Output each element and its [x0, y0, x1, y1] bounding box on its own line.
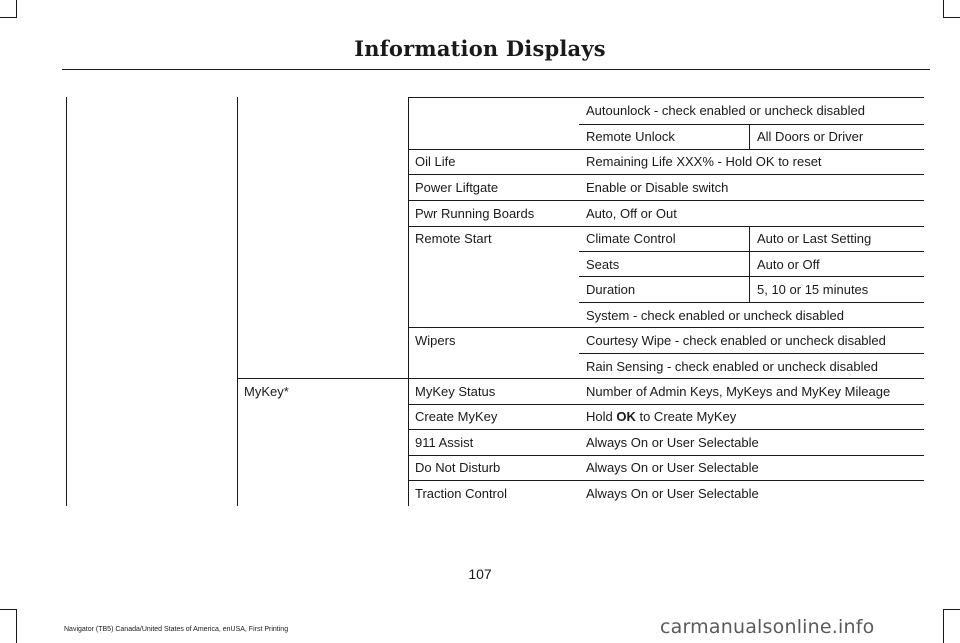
table-cell: Wipers: [415, 333, 456, 348]
table-cell: Auto, Off or Out: [586, 206, 677, 221]
table-cell: 911 Assist: [415, 435, 474, 450]
table-cell: Autounlock - check enabled or uncheck disabled: [586, 103, 865, 118]
row-rule: [579, 276, 924, 277]
table-cell: Duration: [586, 282, 636, 297]
watermark: carmanualsonline.info: [660, 616, 875, 638]
table-cell: Always On or User Selectable: [586, 435, 759, 450]
table-cell: Climate Control: [586, 231, 676, 246]
cell-text: Hold: [586, 409, 617, 424]
table-divider-col3: [408, 97, 409, 506]
table-cell: Create MyKey: [415, 409, 498, 424]
page-title: Information Displays: [354, 36, 606, 61]
table-cell: Seats: [586, 257, 620, 272]
row-rule: [408, 327, 924, 328]
table-cell: All Doors or Driver: [757, 129, 864, 144]
row-rule: [579, 302, 924, 303]
table-cell: Rain Sensing - check enabled or uncheck disabled: [586, 359, 878, 374]
row-rule: [408, 429, 924, 430]
table-cell: Remaining Life XXX% - Hold OK to reset: [586, 154, 822, 169]
crop-mark-top-left: [0, 17, 17, 18]
table-cell: Enable or Disable switch: [586, 180, 729, 195]
crop-mark-top-left: [16, 0, 17, 18]
table-cell: Oil Life: [415, 154, 456, 169]
row-rule: [579, 353, 924, 354]
table-cell: Auto or Off: [757, 257, 820, 272]
table-cell: Do Not Disturb: [415, 460, 501, 475]
table-cell: Auto or Last Setting: [757, 231, 872, 246]
row-rule: [408, 200, 924, 201]
table-cell: MyKey*: [244, 384, 289, 399]
cell-text: to Create MyKey: [635, 409, 737, 424]
table-divider-col4: [749, 124, 750, 149]
crop-mark-bottom-left: [16, 609, 17, 643]
row-rule: [408, 480, 924, 481]
table-divider-col4: [749, 226, 750, 302]
row-rule: [237, 378, 924, 379]
row-rule: [408, 226, 924, 227]
crop-mark-bottom-left: [0, 609, 17, 610]
table-cell: Traction Control: [415, 486, 507, 501]
crop-mark-bottom-right: [943, 609, 944, 643]
table-cell: Courtesy Wipe - check enabled or uncheck disabled: [586, 333, 886, 348]
table-cell: System - check enabled or uncheck disabled: [586, 308, 844, 323]
table-cell: Always On or User Selectable: [586, 486, 759, 501]
table-cell: 5, 10 or 15 minutes: [757, 282, 869, 297]
ok-button-label: OK: [616, 409, 636, 424]
crop-mark-top-right: [943, 0, 944, 18]
table-cell: MyKey Status: [415, 384, 496, 399]
row-rule: [408, 455, 924, 456]
table-divider-col2: [237, 97, 238, 506]
table-cell: Power Liftgate: [415, 180, 499, 195]
row-rule: [408, 97, 924, 98]
page-number: 107: [468, 566, 492, 582]
row-rule: [408, 174, 924, 175]
edition-footer: Navigator (TB5) Canada/United States of America, enUSA, First Printing: [64, 626, 289, 633]
table-cell: Remote Unlock: [586, 129, 675, 144]
row-rule: [579, 251, 924, 252]
row-rule: [579, 124, 924, 125]
row-rule: [408, 404, 924, 405]
crop-mark-top-right: [943, 17, 960, 18]
table-cell: [586, 409, 736, 424]
row-rule: [408, 149, 924, 150]
crop-mark-bottom-right: [943, 609, 960, 610]
table-cell: Pwr Running Boards: [415, 206, 535, 221]
table-cell: Always On or User Selectable: [586, 460, 759, 475]
table-cell: Number of Admin Keys, MyKeys and MyKey Mileage: [586, 384, 891, 399]
title-rule: [62, 69, 930, 70]
table-cell: Remote Start: [415, 231, 492, 246]
table-divider-col1: [66, 97, 67, 506]
